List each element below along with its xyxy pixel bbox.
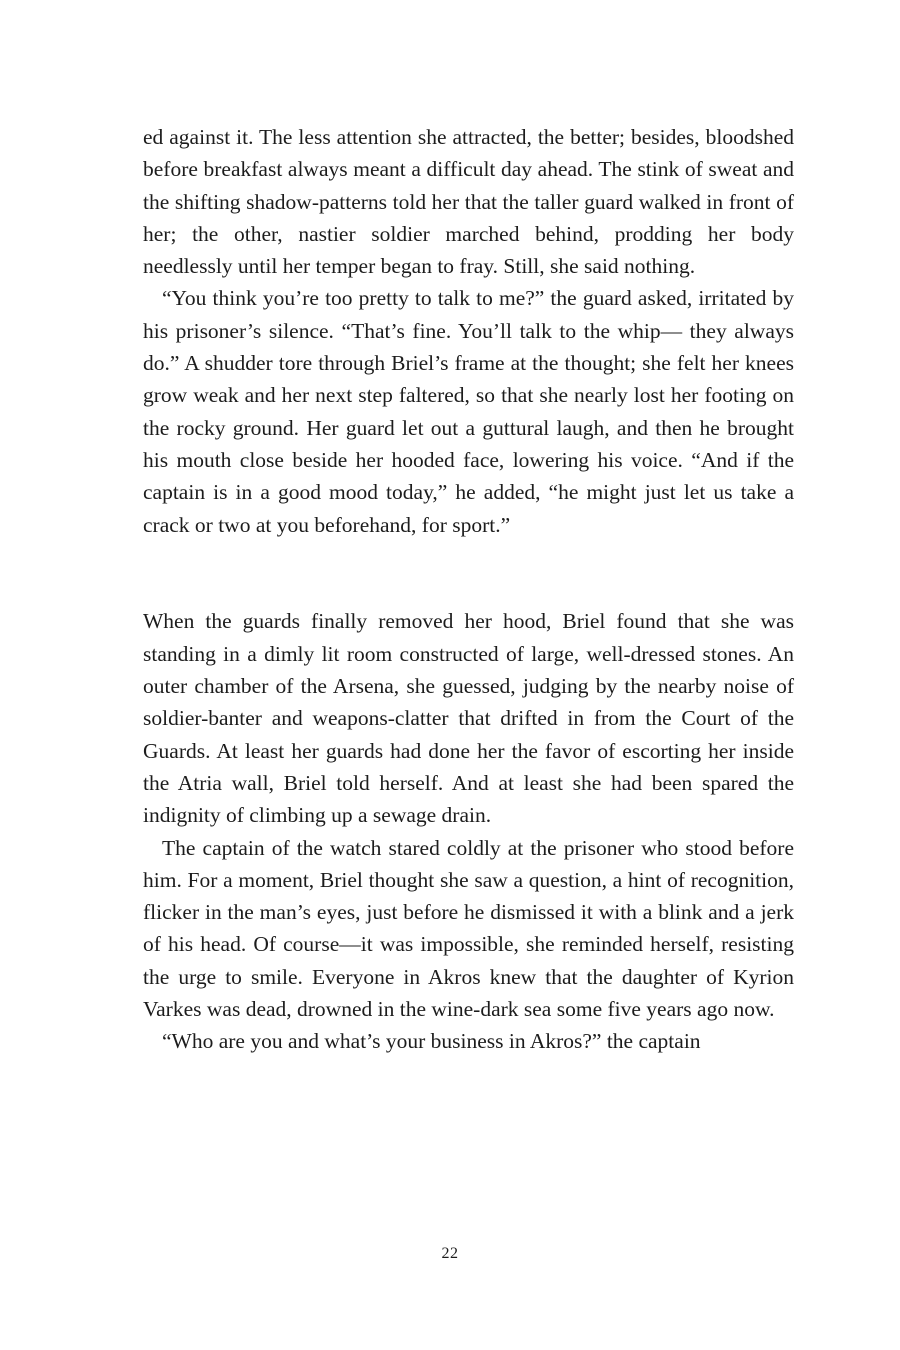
page-body xyxy=(143,121,794,1058)
section-break xyxy=(143,541,794,606)
paragraph-continuation: ed against it. The less attention she attracted, the better; besides, bloodshed before breakfast always meant a difficult day ahead. The stink of sweat and the shifting shadow-patterns told her that the taller guard walked in front of her; the other, nastier soldier marched behind, prodding her body needlessly until her temper began to fray. Still, she said nothing. xyxy=(143,125,794,279)
paragraph-captain-question: “Who are you and what’s your business in Akros?” the captain xyxy=(162,1029,701,1054)
paragraph-captain-stare: The captain of the watch stared coldly at the prisoner who stood before him. For a moment, Briel thought she saw a question, a hint of recognition, flicker in the man’s eyes, just before he dismissed it with a blink and a jerk of his head. Of course—it was impossible, she reminded herself, resisting the urge to smile. Everyone in Akros knew that the daughter of Kyrion Varkes was dead, drowned in the wine-dark sea some five years ago now. xyxy=(143,835,794,1022)
paragraph-hood-removed: When the guards finally removed her hood, Briel found that she was standing in a dimly lit room constructed of large, well-dressed stones. An outer chamber of the Arsena, she guessed, judging by the nearby noise of soldier-banter and weapons-clatter that drifted in from the Court of the Guards. At least her guards had done her the favor of escorting her inside the Atria wall, Briel told herself. And at least she had been spared the indignity of climbing up a sewage drain. xyxy=(143,609,794,828)
page-number: 22 xyxy=(441,1245,459,1262)
paragraph-guard-dialogue: “You think you’re too pretty to talk to me?” the guard asked, irritated by his prisoner’s silence. “That’s fine. You’ll talk to the whip— they always do.” A shudder tore through Briel’s frame at the thought; she felt her knees grow weak and her next step faltered, so that she nearly lost her footing on the rocky ground. Her guard let out a guttural laugh, and then he brought his mouth close beside her hooded face, lowering his voice. “And if the captain is in a good mood today,” he added, “he might just let us take a crack or two at you beforehand, for sport.” xyxy=(143,286,794,537)
